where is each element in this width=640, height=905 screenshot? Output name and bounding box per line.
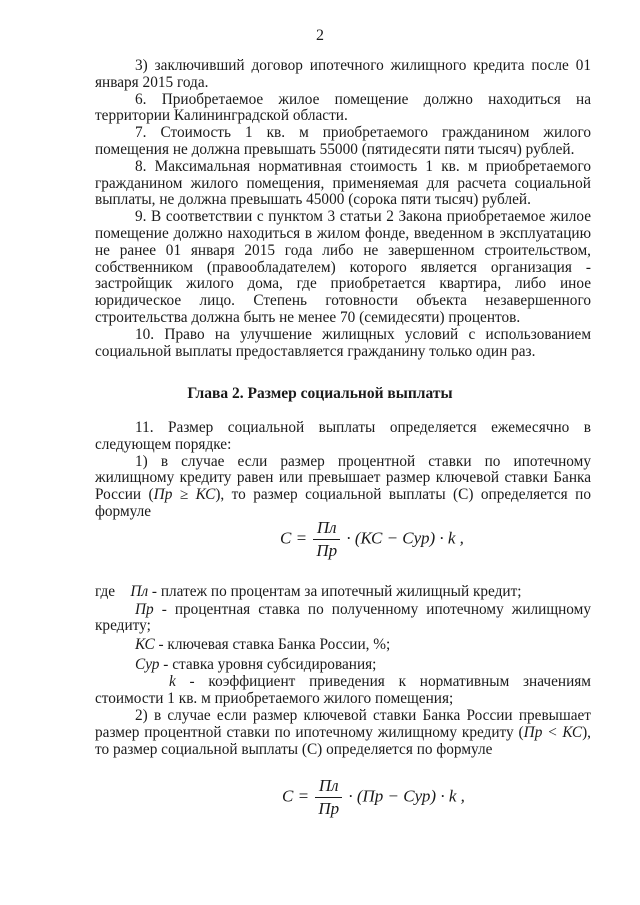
paragraph-11: 11. Размер социальной выплаты определяется ежемесячно в следующем порядке: bbox=[95, 419, 591, 453]
paragraph-7: 7. Стоимость 1 кв. м приобретаемого гражданином жилого помещения не должна превышать 55000 (пятидесяти пяти тысяч) рублей. bbox=[95, 124, 591, 158]
paragraph-10: 10. Право на улучшение жилищных условий с использованием социальной выплаты предоставляется гражданину только один раз. bbox=[95, 325, 591, 360]
definition-k: k - коэффициент приведения к нормативным значениям стоимости 1 кв. м приобретаемого жилого помещения; bbox=[95, 673, 591, 708]
definition-ks: КС - ключевая ставка Банка России, %; bbox=[135, 636, 391, 654]
paragraph-6: 6. Приобретаемое жилое помещение должно находиться на территории Калининградской области. bbox=[95, 90, 591, 125]
formula-1-denominator: Пр bbox=[316, 541, 338, 560]
case-1-text: 1) в случае если размер процентной ставки по ипотечному жилищному кредиту равен или превышает размер ключевой ставки Банка России (Пр ≥ КС), то размер социальной выплаты (С) определяется по формуле bbox=[95, 452, 591, 520]
section-11 bbox=[95, 420, 591, 521]
case-2-text: 2) в случае если размер ключевой ставки Банка России превышает размер процентной ставки по ипотечному жилищному кредиту (Пр < КС), то размер социальной выплаты (С) определяется по формуле bbox=[95, 706, 591, 758]
definitions bbox=[95, 582, 591, 758]
formula-1 bbox=[280, 518, 464, 561]
chapter-title: Глава 2. Размер социальной выплаты bbox=[187, 385, 453, 402]
formula-2-numerator: Пл bbox=[315, 776, 342, 798]
definition-cur: Cур - ставка уровня субсидирования; bbox=[135, 655, 377, 673]
case-1-condition: Пр ≥ КС bbox=[153, 486, 216, 504]
case-2-condition: Пр < КС bbox=[523, 723, 583, 741]
formula-1-rhs: · (КС − Cур) · k , bbox=[346, 528, 464, 548]
formula-1-numerator: Пл bbox=[313, 518, 340, 540]
formula-2-fraction bbox=[315, 776, 342, 819]
paragraph-8: 8. Максимальная нормативная стоимость 1 кв. м приобретаемого гражданином жилого помещения, применяемая для расчета социальной выплаты, не должна превышать 45000 (сорока пяти тысяч) рублей. bbox=[95, 157, 591, 209]
formula-1-lhs: C = bbox=[280, 528, 308, 548]
formula-2-lhs: C = bbox=[282, 786, 310, 806]
formula-1-fraction bbox=[313, 518, 340, 561]
paragraph-9: 9. В соответствии с пунктом 3 статьи 2 Закона приобретаемое жилое помещение должно находиться в жилом фонде, введенном в эксплуатацию не ранее 01 января 2015 года либо не завершенном строительством, собственником (правообладателем) которого является организация - застройщик жилого дома, где приобретается квартира, либо иное юридическое лицо. Степень готовности объекта незавершенного строительства должна быть не менее 70 (семидесяти) процентов. bbox=[95, 208, 591, 326]
formula-2-denominator: Пр bbox=[318, 799, 340, 818]
top-paragraphs bbox=[95, 58, 591, 360]
paragraph-item-3: 3) заключивший договор ипотечного жилищного кредита после 01 января 2015 года. bbox=[95, 57, 591, 91]
definition-pl: где Пл - платеж по процентам за ипотечный жилищный кредит; bbox=[95, 583, 522, 600]
definition-pr: Пр - процентная ставка по полученному ипотечному жилищному кредиту; bbox=[95, 600, 591, 635]
page-number: 2 bbox=[316, 27, 324, 44]
formula-2 bbox=[282, 776, 465, 819]
formula-2-rhs: · (Пр − Cур) · k , bbox=[348, 786, 465, 806]
